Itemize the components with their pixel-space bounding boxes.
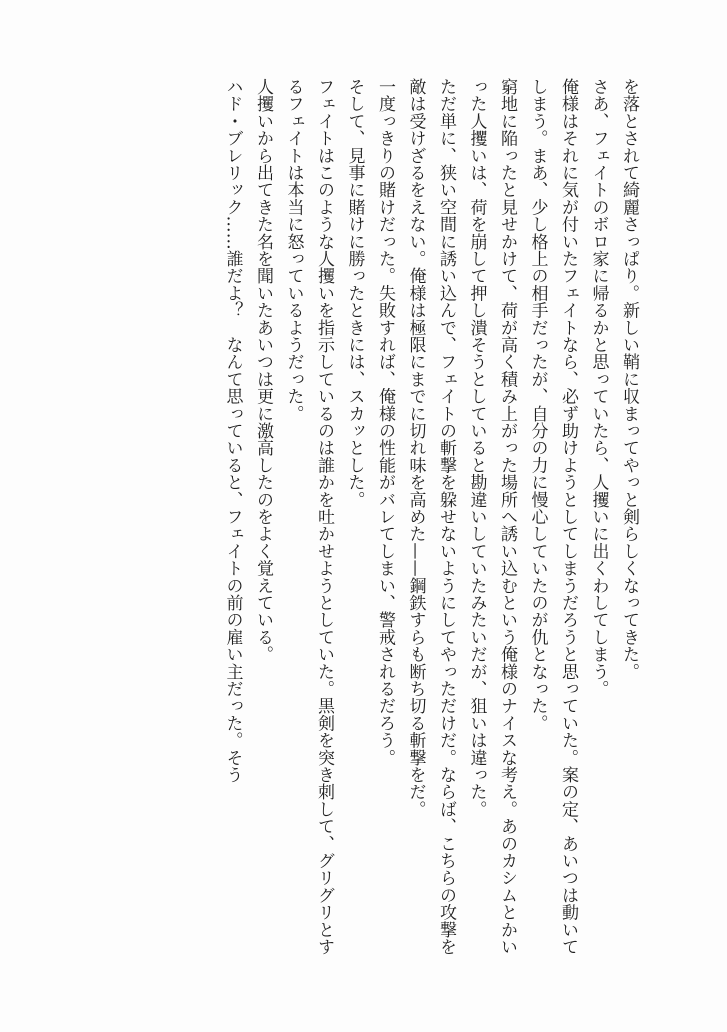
paragraph: ハド・ブレリック……誰だよ？ なんて思っていると、フェイトの前の雇い主だった。そう <box>222 78 243 784</box>
paragraph: 一度っきりの賭けだった。失敗すれば、俺様の性能がバレてしまい、警戒されるだろう。 <box>375 78 395 766</box>
paragraph: フェイトはこのような人攫いを指示しているのは誰かを吐かせようとしていた。黒剣を突き刺して、グリグリとするフェイトは本当に怒っているようだった。 <box>283 78 334 956</box>
paragraph: 窮地に陥ったと見せかけて、荷が高く積み上がった場所へ誘い込むという俺様のナイスな考え。あのカシムとかいった人攫いは、荷を崩して押し潰そうとしていると勘違いしていたみたいだが、狙いは違った。 <box>466 78 517 956</box>
vertical-text-body <box>217 78 644 958</box>
paragraph: ただ単に、狭い空間に誘い込んで、フェイトの斬撃を躱せないようにしてやっただけだ。ならば、こちらの攻撃を敵は受けざるをえない。俺様は極限にまでに切れ味を高めた——鋼鉄すらも断ち切る斬撃をだ。 <box>405 78 456 956</box>
paragraph: 人攫いから出てきた名を聞いたあいつは更に激高したのをよく覚えている。 <box>253 78 273 663</box>
paragraph: そして、見事に賭けに勝ったときには、スカッとした。 <box>344 78 365 508</box>
paragraph: さあ、フェイトのボロ家に帰るかと思っていたら、人攫いに出くわしてしまう。 <box>588 78 609 698</box>
paragraph: 俺様はそれに気が付いたフェイトなら、必ず助けようとしてしまうだろうと思っていた。案の定、あいつは動いてしまう。まあ、少し格上の相手だったが、自分の力に慢心していたのが仇となった。 <box>527 78 578 956</box>
paragraph: を落とされて綺麗さっぱり。新しい鞘に収まってやっと剣らしくなってきた。 <box>619 78 639 680</box>
